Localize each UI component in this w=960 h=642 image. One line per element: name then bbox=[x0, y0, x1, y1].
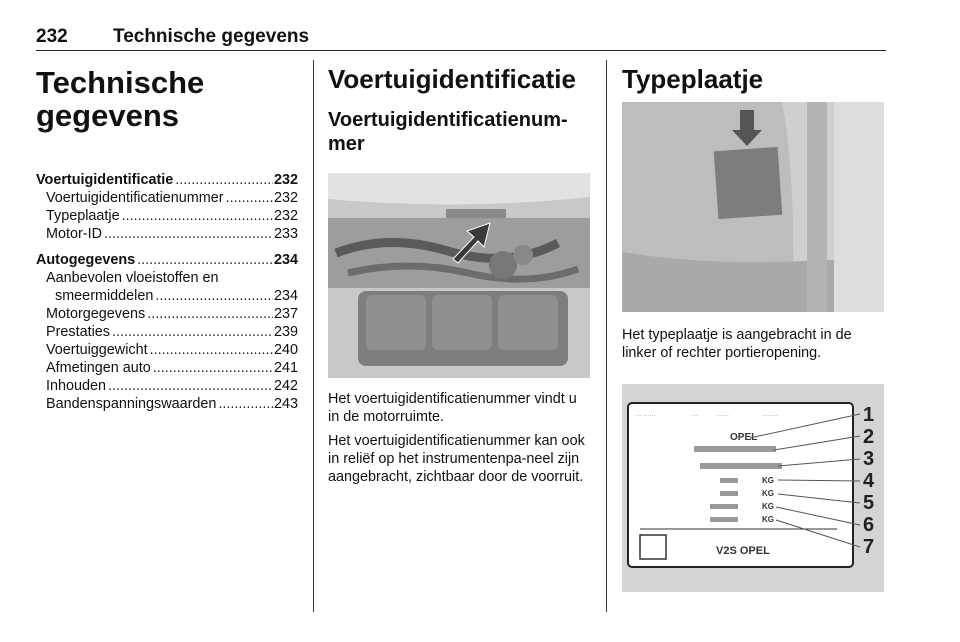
toc-leader-dots bbox=[147, 305, 273, 323]
door-pillar-illustration bbox=[622, 102, 884, 312]
type-plate-diagram bbox=[622, 384, 884, 592]
toc-leader-dots bbox=[150, 341, 273, 359]
toc-entry[interactable] bbox=[36, 189, 298, 207]
section-title-vin: Voertuigidentificatie bbox=[328, 64, 576, 94]
toc-entry-page: 237 bbox=[273, 306, 298, 322]
plate-paragraph: Het typeplaatje is aangebracht in de linker of rechter portieropening. bbox=[622, 327, 852, 361]
toc-leader-dots bbox=[155, 287, 273, 305]
toc-entry-label: Afmetingen auto bbox=[46, 360, 151, 376]
toc-entry-label: Voertuiggewicht bbox=[46, 342, 148, 358]
toc-entry[interactable] bbox=[36, 341, 298, 359]
plate-callout-number: 1 bbox=[863, 404, 875, 426]
plate-unit-2: KG bbox=[762, 489, 774, 498]
toc-leader-dots bbox=[112, 323, 273, 341]
toc-entry-label: Bandenspanningswaarden bbox=[46, 396, 217, 412]
svg-text:······: ······ bbox=[717, 413, 729, 419]
engine-bay-photo bbox=[328, 173, 590, 378]
toc-entry-page: 234 bbox=[273, 288, 298, 304]
toc-entry-label: Motor-ID bbox=[46, 226, 102, 242]
toc-entry[interactable] bbox=[36, 225, 298, 243]
toc-entry-page: 239 bbox=[273, 324, 298, 340]
engine-bay-illustration bbox=[328, 173, 590, 378]
plate-callout-number: 4 bbox=[863, 470, 875, 492]
toc-column bbox=[36, 60, 298, 421]
plate-callout-number: 7 bbox=[863, 536, 875, 558]
subsection-title-vin-number: Voertuigidentificatienum- mer bbox=[328, 109, 568, 155]
toc-leader-dots bbox=[122, 207, 273, 225]
toc-entry-label: Aanbevolen vloeistoffen en bbox=[46, 270, 219, 286]
column-divider-2 bbox=[606, 60, 607, 612]
column-divider-1 bbox=[313, 60, 314, 612]
plate-callout-number: 3 bbox=[863, 448, 875, 470]
vin-column bbox=[328, 60, 590, 486]
toc-entry-label: smeermiddelen bbox=[55, 288, 154, 304]
toc-entry-page: 243 bbox=[273, 396, 298, 412]
toc-leader-dots bbox=[218, 395, 273, 413]
toc-entry[interactable] bbox=[36, 305, 298, 323]
vin-paragraph-2: Het voertuigidentificatienummer kan ook in reliëf op het instrumentenpa-neel zijn aangebracht, zichtbaar door de voorruit. bbox=[328, 433, 585, 485]
plate-unit-3: KG bbox=[762, 502, 774, 511]
toc-group bbox=[36, 251, 298, 413]
toc-entry-page: 233 bbox=[273, 226, 298, 242]
plate-unit-1: KG bbox=[762, 476, 774, 485]
toc-entry-page: 241 bbox=[273, 360, 298, 376]
toc-entry[interactable] bbox=[36, 269, 298, 287]
page-number: 232 bbox=[36, 26, 68, 47]
toc-entry[interactable] bbox=[36, 207, 298, 225]
toc-entry-label: Autogegevens bbox=[36, 252, 136, 268]
toc-heading-entry[interactable] bbox=[36, 251, 298, 269]
toc-leader-dots bbox=[137, 251, 273, 269]
toc-entry[interactable] bbox=[36, 323, 298, 341]
plate-callout-number: 5 bbox=[863, 492, 875, 514]
page-header bbox=[36, 20, 886, 51]
toc-entry-page: 232 bbox=[273, 172, 298, 188]
toc-entry-label: Voertuigidentificatie bbox=[36, 172, 174, 188]
svg-text:········: ········ bbox=[762, 413, 778, 419]
plate-callout-number: 2 bbox=[863, 426, 875, 448]
toc-entry-label: Typeplaatje bbox=[46, 208, 120, 224]
toc-leader-dots bbox=[108, 377, 273, 395]
door-pillar-photo bbox=[622, 102, 884, 312]
toc-entry-label: Voertuigidentificatienummer bbox=[46, 190, 224, 206]
section-title-plate: Typeplaatje bbox=[622, 64, 764, 94]
plate-brand-text: OPEL bbox=[730, 432, 758, 443]
plate-unit-4: KG bbox=[762, 515, 774, 524]
running-title: Technische gegevens bbox=[113, 26, 310, 47]
plate-column bbox=[622, 60, 884, 592]
toc-entry-page: 242 bbox=[273, 378, 298, 394]
toc-entry[interactable] bbox=[36, 395, 298, 413]
toc-entry-label: Prestaties bbox=[46, 324, 110, 340]
vin-paragraph-1: Het voertuigidentificatienummer vindt u in de motorruimte. bbox=[328, 391, 577, 425]
toc-entry[interactable] bbox=[36, 287, 298, 305]
plate-callout-number: 6 bbox=[863, 514, 875, 536]
svg-text:··· ······: ··· ······ bbox=[636, 413, 656, 419]
toc-entry[interactable] bbox=[36, 359, 298, 377]
toc-group bbox=[36, 171, 298, 243]
toc-entry-page: 240 bbox=[273, 342, 298, 358]
chapter-title: Technische gegevens bbox=[36, 65, 205, 133]
toc-leader-dots bbox=[104, 225, 273, 243]
toc-leader-dots bbox=[153, 359, 273, 377]
type-plate-illustration bbox=[622, 384, 884, 592]
svg-text:···: ··· bbox=[692, 413, 698, 419]
plate-footer-text: V2S OPEL bbox=[716, 545, 770, 557]
toc-leader-dots bbox=[226, 189, 273, 207]
toc-entry[interactable] bbox=[36, 377, 298, 395]
toc-entry-page: 234 bbox=[273, 252, 298, 268]
toc-leader-dots bbox=[175, 171, 273, 189]
toc-entry-label: Inhouden bbox=[46, 378, 107, 394]
toc-entry-page: 232 bbox=[273, 208, 298, 224]
toc-entry-page: 232 bbox=[273, 190, 298, 206]
toc-entry-label: Motorgegevens bbox=[46, 306, 146, 322]
toc-heading-entry[interactable] bbox=[36, 171, 298, 189]
table-of-contents bbox=[36, 171, 298, 413]
